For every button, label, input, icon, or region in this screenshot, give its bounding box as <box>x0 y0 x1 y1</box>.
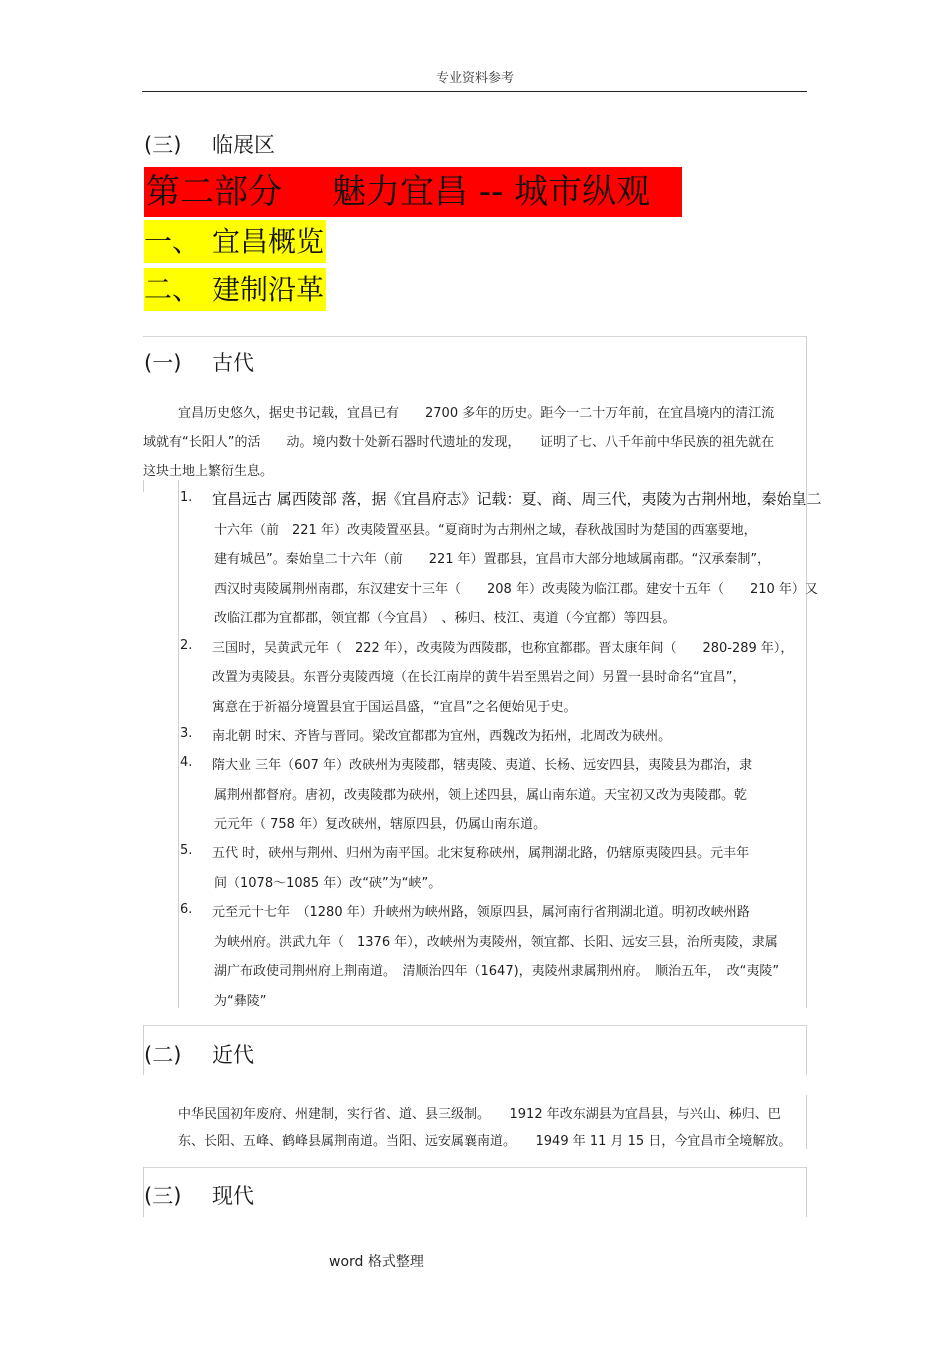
box-right-border <box>806 1095 807 1149</box>
box-right-border <box>806 1167 807 1217</box>
intro-line: 这块土地上繁衍生息。 <box>143 464 274 479</box>
page-header-text: 专业资料参考 <box>435 71 514 86</box>
part-banner-title: 魅力宜昌 -- 城市纵观 <box>332 172 651 212</box>
list-item-line: 为“彝陵” <box>214 994 267 1009</box>
list-item-line: 改临江郡为宜都郡，领宜都（今宜昌） 、秭归、枝江、夷道（今宜都）等四县。 <box>214 611 676 626</box>
box-right-border <box>806 336 807 1008</box>
list-item-line: 隋大业 三年（607 年）改硖州为夷陵郡，辖夷陵、夷道、长杨、远安四县，夷陵县为郡治，隶 <box>212 758 753 773</box>
list-number: 3. <box>180 726 193 741</box>
list-item-line: 寓意在于祈福分境置县宜于国运昌盛，“宜昌”之名便始见于史。 <box>212 700 577 715</box>
list-marker <box>143 480 144 492</box>
section-title: 近代 <box>212 1043 254 1067</box>
box-top-border <box>143 336 807 337</box>
box-top-border <box>143 1167 807 1168</box>
list-number: 1. <box>180 490 193 505</box>
list-item-line: 南北朝 时宋、齐皆与晋同。梁改宜都郡为宜州，西魏改为拓州，北周改为硖州。 <box>212 729 672 744</box>
heading-overview <box>144 220 326 263</box>
list-number: 2. <box>180 638 193 653</box>
section-number: (三) <box>144 133 182 157</box>
list-item-line: 改置为夷陵县。东晋分夷陵西境（在长江南岸的黄牛岩至黑岩之间）另置一县时命名“宜昌”， <box>212 670 746 685</box>
section-title: 古代 <box>212 351 254 375</box>
list-item-line: 五代 时，硖州与荆州、归州为南平国。北宋复称硖州，属荆湖北路，仍辖原夷陵四县。元丰年 <box>212 846 750 861</box>
part-banner <box>144 167 682 217</box>
list-item-line: 湖广布政使司荆州府上荆南道。 清顺治四年（1647)，夷陵州隶属荆州府。 顺治五年， 改“夷陵” <box>214 964 780 979</box>
heading-number: 一、 <box>144 225 201 258</box>
list-item-line: 西汉时夷陵属荆州南郡，东汉建安十三年（ 208 年）改夷陵为临江郡。建安十五年（ 210 年）又 <box>214 582 818 597</box>
section-title: 临展区 <box>212 133 275 157</box>
list-item-line: 建有城邑”。秦始皇二十六年（前 221 年）置郡县，宜昌市大部分地域属南郡。“汉承秦制”， <box>214 552 771 567</box>
heading-title: 宜昌概览 <box>212 225 325 258</box>
list-item-line: 为峡州府。洪武九年（ 1376 年），改峡州为夷陵州，领宜都、长阳、远安三县，治所夷陵，隶属 <box>214 935 778 950</box>
section-number: (二) <box>144 1043 182 1067</box>
list-item-line: 属荆州都督府。唐初，改夷陵郡为硖州，领上述四县，属山南东道。天宝初又改为夷陵郡。乾 <box>214 788 748 803</box>
list-item-line: 间（1078～1085 年）改“硖”为“峡”。 <box>214 876 442 891</box>
box-top-border <box>143 1025 807 1026</box>
list-item-line: 宜昌远古 属西陵部 落，据《宜昌府志》记载：夏、商、周三代，夷陵为古荆州地，秦始皇二 <box>212 490 822 508</box>
page-footer-text: word 格式整理 <box>329 1254 424 1270</box>
list-left-border <box>178 480 179 1008</box>
part-banner-label: 第二部分 <box>146 172 282 212</box>
list-item-line: 元至元十七年 （1280 年）升峡州为峡州路，领原四县，属河南行省荆湖北道。明初改峡州路 <box>212 905 750 920</box>
section-number: (一) <box>144 351 182 375</box>
heading-history <box>144 268 326 311</box>
section-title: 现代 <box>212 1184 254 1208</box>
header-rule <box>142 91 807 92</box>
section-modern <box>144 1039 254 1069</box>
intro-line: 宜昌历史悠久，据史书记载，宜昌已有 2700 多年的历史。距今一二十万年前，在宜昌境内的清江流 <box>178 406 775 421</box>
heading-number: 二、 <box>144 273 201 306</box>
list-item-line: 元元年（ 758 年）复改硖州，辖原四县，仍属山南东道。 <box>214 817 547 832</box>
section-exhibition <box>144 129 275 159</box>
section-ancient <box>144 347 254 377</box>
list-item-line: 三国时，吴黄武元年（ 222 年），改夷陵为西陵郡，也称宜都郡。晋太康年间（ 280-289 年）， <box>212 641 794 656</box>
list-number: 4. <box>180 755 193 770</box>
intro-line: 域就有“长阳人”的活 动。境内数十处新石器时代遗址的发现， 证明了七、八千年前中华民族的祖先就在 <box>143 435 774 450</box>
heading-title: 建制沿革 <box>212 273 325 306</box>
list-number: 5. <box>180 843 193 858</box>
section-contemporary <box>144 1180 254 1210</box>
list-item-line: 十六年（前 221 年）改夷陵置巫县。“夏商时为古荆州之域，春秋战国时为楚国的西塞要地， <box>214 523 757 538</box>
modern-line: 中华民国初年废府、州建制，实行省、道、县三级制。 1912 年改东湖县为宜昌县，与兴山、秭归、巴 <box>178 1107 781 1122</box>
section-number: (三) <box>144 1184 182 1208</box>
modern-line: 东、长阳、五峰、鹤峰县属荆南道。当阳、远安属襄南道。 1949 年 11 月 15 日，今宜昌市全境解放。 <box>178 1134 792 1149</box>
list-number: 6. <box>180 902 193 917</box>
box-right-border <box>806 1025 807 1075</box>
